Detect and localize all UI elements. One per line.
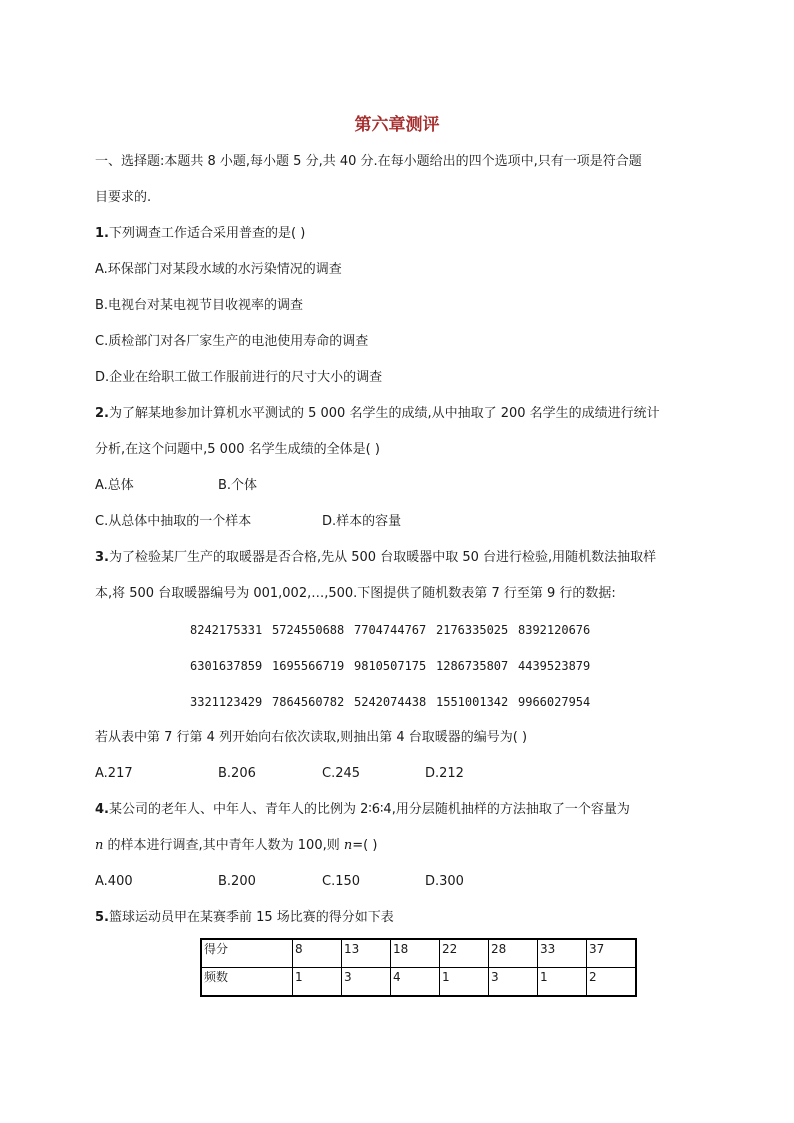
q3-option-d: D.212 — [425, 766, 464, 781]
question-2 — [95, 404, 705, 424]
random-number-group: 1551001342 — [436, 695, 509, 709]
table-row — [201, 939, 636, 968]
table-cell: 1 — [538, 968, 587, 997]
page-title: 第六章测评 — [354, 115, 440, 135]
q4-option-a: A.400 — [95, 874, 133, 889]
question-stem: 篮球运动员甲在某赛季前 15 场比赛的得分如下表 — [108, 910, 394, 925]
table-cell: 28 — [489, 939, 538, 968]
q1-option-a: A.环保部门对某段水域的水污染情况的调查 — [95, 262, 342, 277]
random-number-group: 7864560782 — [272, 695, 345, 709]
section-instructions-line1: 一、选择题:本题共 8 小题,每小题 5 分,共 40 分.在每小题给出的四个选项中,只有一项是符合题 — [95, 154, 642, 169]
question-stem: 下列调查工作适合采用普查的是( ) — [108, 226, 306, 241]
section-instructions-line2: 目要求的. — [95, 190, 152, 205]
table-row — [201, 968, 636, 997]
random-number-group: 5724550688 — [272, 623, 345, 637]
q2-option-a: A.总体 — [95, 478, 134, 493]
table-cell: 1 — [293, 968, 342, 997]
question-number: 5. — [95, 910, 109, 925]
question-number: 3. — [95, 550, 109, 565]
q1-option-d: D.企业在给职工做工作服前进行的尺寸大小的调查 — [95, 370, 383, 385]
table-cell: 37 — [587, 939, 637, 968]
q2-option-c: C.从总体中抽取的一个样本 — [95, 514, 252, 529]
question-stem-line1: 为了检验某厂生产的取暖器是否合格,先从 500 台取暖器中取 50 台进行检验,用随机数法抽取样 — [108, 550, 657, 565]
question-stem-line1: 为了解某地参加计算机水平测试的 5 000 名学生的成绩,从中抽取了 200 名学生的成绩进行统计 — [108, 406, 660, 421]
question-stem-line1: 某公司的老年人、中年人、青年人的比例为 2∶6∶4,用分层随机抽样的方法抽取了一个容量为 — [108, 802, 630, 817]
random-number-group: 3321123429 — [190, 695, 263, 709]
q3-option-a: A.217 — [95, 766, 133, 781]
q4-option-b: B.200 — [218, 874, 256, 889]
q3-option-c: C.245 — [322, 766, 361, 781]
q4-option-c: C.150 — [322, 874, 361, 889]
random-table-row — [190, 620, 610, 640]
question-number: 4. — [95, 802, 109, 817]
random-number-group: 8392120676 — [518, 623, 591, 637]
random-number-group: 1695566719 — [272, 659, 345, 673]
q3-followup: 若从表中第 7 行第 4 列开始向右依次读取,则抽出第 4 台取暖器的编号为( ) — [95, 730, 528, 745]
random-number-group: 1286735807 — [436, 659, 509, 673]
table-cell: 4 — [391, 968, 440, 997]
variable-n: n — [95, 838, 104, 853]
random-number-group: 6301637859 — [190, 659, 263, 673]
table-cell: 13 — [342, 939, 391, 968]
q4-stem-line2 — [95, 836, 705, 856]
random-number-group: 9810507175 — [354, 659, 427, 673]
table-cell: 33 — [538, 939, 587, 968]
table-cell: 1 — [440, 968, 489, 997]
table-cell: 18 — [391, 939, 440, 968]
q3-option-b: B.206 — [218, 766, 256, 781]
q4-stem-mid: 的样本进行调查,其中青年人数为 100,则 — [103, 838, 344, 853]
variable-n: n — [343, 838, 353, 853]
random-number-group: 5242074438 — [354, 695, 427, 709]
q3-stem-line2: 本,将 500 台取暖器编号为 001,002,…,500.下图提供了随机数表第 7 行至第 9 行的数据: — [95, 586, 616, 601]
question-number: 1. — [95, 226, 109, 241]
random-number-group: 7704744767 — [354, 623, 427, 637]
random-number-group: 4439523879 — [518, 659, 591, 673]
table-cell: 8 — [293, 939, 342, 968]
question-3 — [95, 548, 705, 568]
q2-stem-line2: 分析,在这个问题中,5 000 名学生成绩的全体是( ) — [95, 442, 380, 457]
question-1 — [95, 224, 705, 244]
table-cell: 2 — [587, 968, 637, 997]
q4-stem-end: =( ) — [352, 838, 378, 853]
row-header-score: 得分 — [201, 939, 293, 968]
row-header-frequency: 频数 — [201, 968, 293, 997]
table-cell: 3 — [342, 968, 391, 997]
q2-option-d: D.样本的容量 — [322, 514, 402, 529]
question-number: 2. — [95, 406, 109, 421]
table-cell: 22 — [440, 939, 489, 968]
random-table-row — [190, 692, 610, 712]
random-number-group: 9966027954 — [518, 695, 591, 709]
score-frequency-table — [200, 938, 637, 997]
table-cell: 3 — [489, 968, 538, 997]
q1-option-c: C.质检部门对各厂家生产的电池使用寿命的调查 — [95, 334, 369, 349]
q4-option-d: D.300 — [425, 874, 464, 889]
q2-option-b: B.个体 — [218, 478, 258, 493]
random-number-group: 2176335025 — [436, 623, 509, 637]
question-5 — [95, 908, 705, 928]
question-4 — [95, 800, 705, 820]
random-table-row — [190, 656, 610, 676]
q1-option-b: B.电视台对某电视节目收视率的调查 — [95, 298, 304, 313]
random-number-group: 8242175331 — [190, 623, 263, 637]
